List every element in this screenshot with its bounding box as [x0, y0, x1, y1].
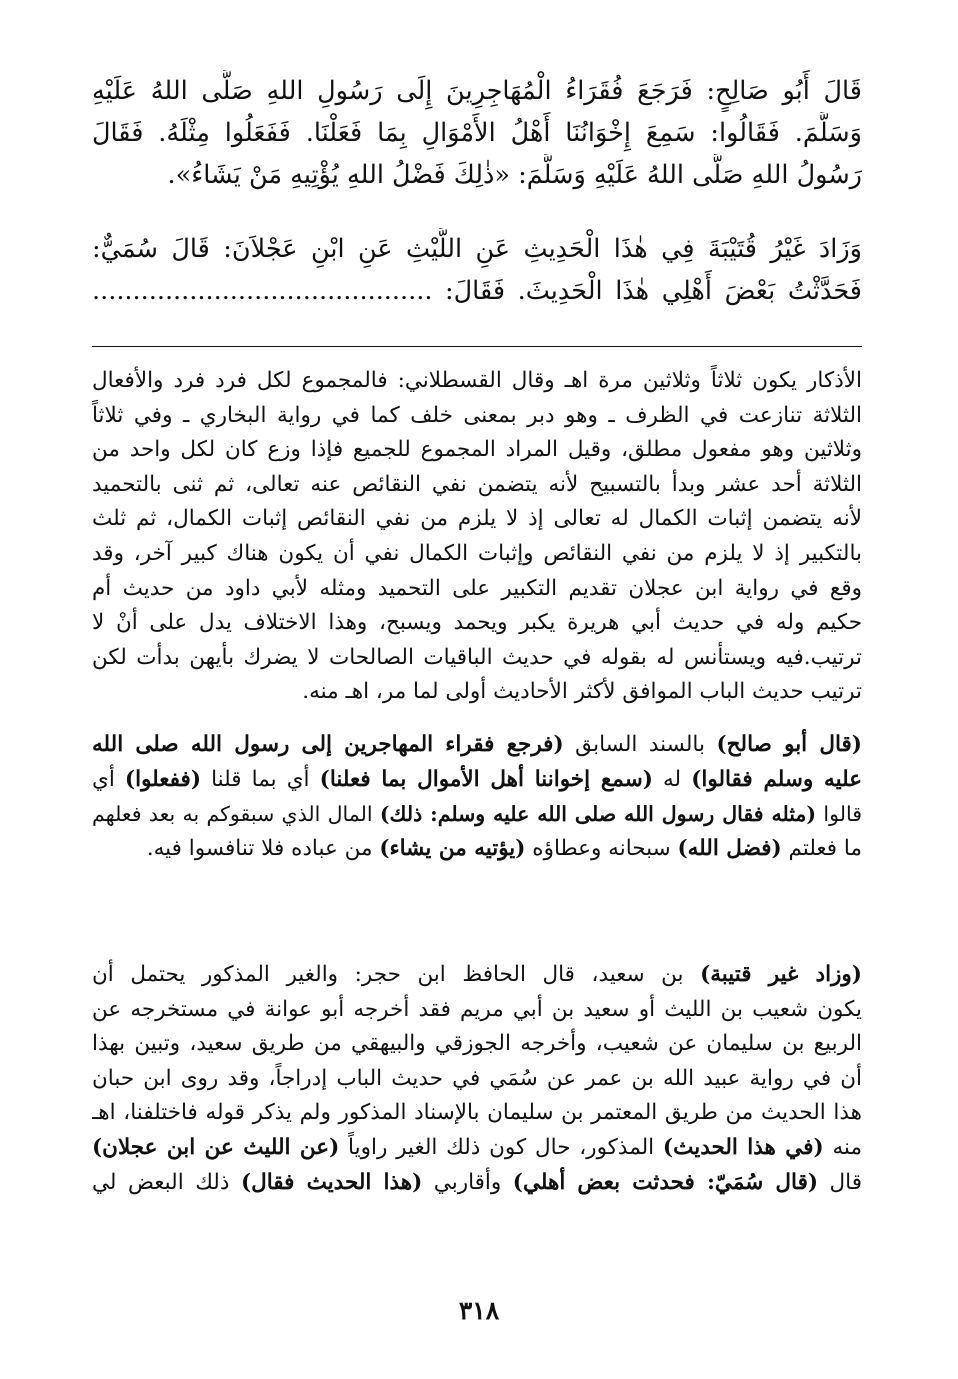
hadith-paragraph-1: [92, 70, 862, 196]
commentary-paragraph-1: [92, 364, 862, 710]
commentary-line: الأذكار يكون ثلاثاً وثلاثين مرة اهـ وقال القسطلاني: فالمجموع لكل فرد فرد والأفعال: [92, 368, 862, 393]
commentary-line: حكيم وله في حديث أبي هريرة يكبر ويحمد ويسبح، وهذا الاختلاف يدل على أنْ لا: [92, 610, 862, 636]
footnote-divider: [92, 346, 862, 347]
commentary-line: [92, 797, 862, 832]
commentary-line: [92, 958, 862, 993]
explanation-text: سبحانه وعطاؤه: [525, 835, 678, 861]
hadith-line: وَسَلَّمَ. فَقَالُوا: سَمِعَ إِخْوَانُنَا أَهْلُ الأَمْوَالِ بِمَا فَعَلْنَا. فَفَعَلُوا مِثْلَهُ. فَقَالَ: [92, 118, 862, 148]
quoted-text: (في هذا الحديث): [662, 1134, 824, 1160]
commentary-line: [92, 728, 862, 763]
hadith-line: قَالَ أَبُو صَالِحٍ: فَرَجَعَ فُقَرَاءُ الْمُهَاجِرِينَ إِلَى رَسُولِ اللهِ صَلَّى اللهُ عَلَيْهِ: [92, 76, 862, 106]
hadith-line: وَزَادَ غَيْرُ قُتَيْبَةَ فِي هٰذَا الْحَدِيثِ عَنِ اللَّيْثِ عَنِ ابْنِ عَجْلاَنَ: قَالَ سُمَيٌّ:: [92, 234, 862, 264]
quoted-text: (ففعلوا): [124, 766, 201, 792]
commentary-line: الثلاثة أحد عشر وبدأ بالتسبيح لأنه يتضمن نفي النقائص عنه تعالى، ثم ثنى بالتحميد: [92, 471, 862, 497]
quoted-text: (سمع إخواننا أهل الأموال بما فعلنا): [319, 766, 653, 792]
commentary-paragraph-3: [92, 958, 862, 1200]
commentary-line: الثلاثة تنازعت في الظرف ـ وهو دبر بمعنى خلف كما في رواية البخاري ـ وفي ثلاثاً: [92, 402, 862, 428]
quoted-text: (هذا الحديث فقال): [240, 1169, 423, 1195]
explanation-text: المال الذي سبقوكم به بعد فعلهم: [92, 802, 380, 827]
explanation-text: وأقاربي: [422, 1169, 513, 1195]
quoted-text: (قال أبو صالح): [716, 732, 862, 757]
commentary-line: يكون شعيب بن الليث أو سعيد بن أبي مريم فقد أخرجه أبو عوانة في مستخرجه عن: [92, 996, 862, 1022]
commentary-line: لأنه يتضمن إثبات الكمال له تعالى إذ لا يلزم من نفي النقائص إثبات الكمال، ثم ثلث: [92, 506, 862, 532]
hadith-paragraph-2: [92, 228, 862, 312]
quoted-text: (يؤتيه من يشاء): [379, 835, 526, 861]
explanation-text: ما فعلتم: [781, 835, 862, 861]
explanation-text: المذكور، حال كون ذلك الغير راوياً: [339, 1134, 663, 1160]
explanation-text: ذلك البعض لي: [92, 1169, 241, 1195]
commentary-line: بالتكبير إذ لا يلزم من نفي النقائص وإثبات الكمال نفي أن يكون هناك كبير آخر، وقد: [92, 540, 862, 566]
commentary-line: وقع في رواية ابن عجلان تقديم التكبير على التحميد ومثله لأبي داود من حديث أم: [92, 575, 862, 601]
quoted-text: (قال سُمَيّ: فحدثت بعض أهلي): [512, 1169, 819, 1195]
quoted-text: (فرجع فقراء المهاجرين إلى رسول الله صلى الله: [92, 732, 564, 757]
hadith-line: فَحَدَّثْتُ بَعْضَ أَهْلِي هٰذَا الْحَدِيثَ. فَقَالَ: ..........................................: [92, 276, 862, 306]
commentary-line: هذا الحديث من طريق المعتمر بن سليمان بالإسناد المذكور ولم يذكر قوله فاختلفنا، اهـ: [92, 1100, 862, 1126]
explanation-text: أي: [92, 766, 125, 792]
page-number: ٣١٨: [458, 1296, 500, 1325]
quoted-text: عليه وسلم فقالوا): [691, 766, 862, 792]
explanation-text: منه: [823, 1134, 862, 1160]
commentary-line: أن في رواية عبيد الله بن عمر عن سُمَي في حديث الباب إدراجاً، وقد روى ابن حبان: [92, 1065, 862, 1091]
quoted-text: (وزاد غير قتيبة): [700, 962, 862, 987]
explanation-text: أي بما قلنا: [201, 766, 320, 792]
quoted-text: (عن الليث عن ابن عجلان): [92, 1134, 340, 1160]
explanation-text: قالوا: [816, 802, 862, 827]
commentary-paragraph-2: [92, 728, 862, 866]
hadith-line: رَسُولُ اللهِ صَلَّى اللهُ عَلَيْهِ وَسَلَّمَ: «ذٰلِكَ فَضْلُ اللهِ يُؤْتِيهِ مَنْ يَشَاءُ».: [167, 160, 862, 190]
explanation-text: من عباده فلا تنافسوا فيه.: [146, 835, 380, 861]
commentary-line: [92, 1166, 862, 1201]
quoted-text: (فضل الله): [677, 835, 782, 861]
explanation-text: بن سعيد، قال الحافظ ابن حجر: والغير المذكور يحتمل أن: [92, 962, 701, 987]
explanation-text: بالسند السابق: [563, 732, 717, 757]
quoted-text: (مثله فقال رسول الله صلى الله عليه وسلم: ذلك): [379, 802, 817, 827]
commentary-line: [92, 832, 862, 867]
commentary-line: [92, 763, 862, 798]
commentary-line: ترتيب.فيه ويستأنس له بقوله في حديث الباقيات الصالحات لا يضرك بأيهن بدأت لكن: [92, 644, 862, 670]
explanation-text: له: [652, 766, 692, 792]
commentary-line: الربيع بن سليمان عن شعيب، وأخرجه الجوزقي والبيهقي من طريق سعيد، وتبين بهذا: [92, 1031, 862, 1057]
explanation-text: قال: [818, 1169, 862, 1195]
commentary-line: [92, 1131, 862, 1166]
commentary-line: ترتيب حديث الباب الموافق لأكثر الأحاديث أولى لما مر، اهـ منه.: [302, 679, 862, 705]
commentary-line: وثلاثين وهو مفعول مطلق، وقيل المراد المجموع للجميع فإذا وزع كان لكل واحد من: [92, 437, 862, 463]
